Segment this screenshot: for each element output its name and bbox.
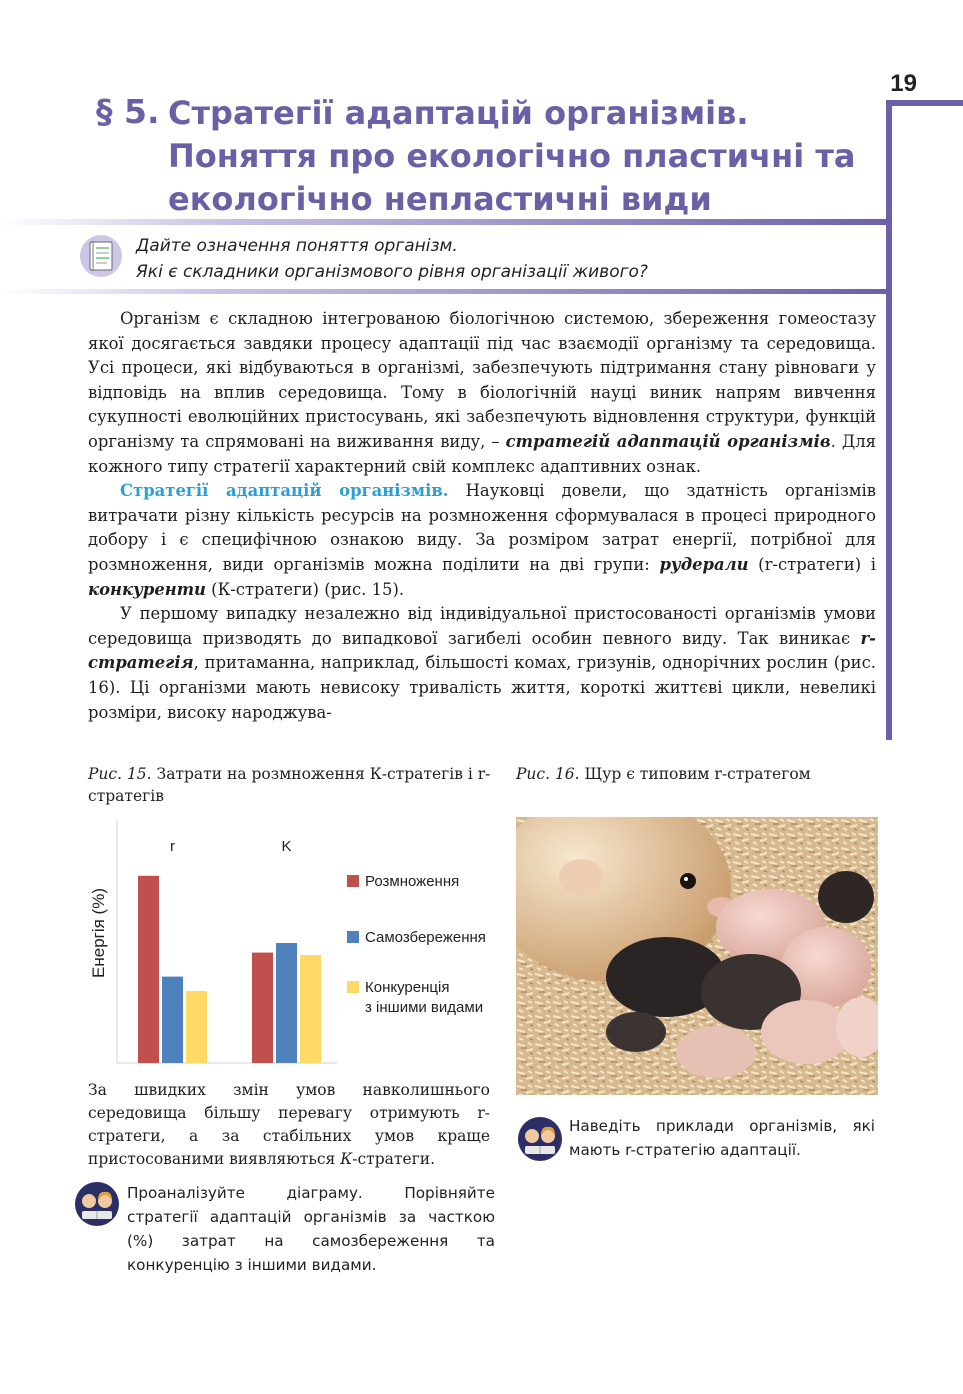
heading-divider [0,219,892,225]
y-axis-label: Енергія (%) [89,888,108,978]
notebook-icon [79,234,123,278]
task-analyze-chart: Проаналізуйте діаграму. Порівняйте стратегії адаптацій організмів за часткою (%) затрат на самозбереження та конкуренцію з іншими видами. [127,1184,495,1274]
bar-r-2 [162,977,183,1063]
subheading-strategies: Стратегії адаптацій організмів. [120,481,449,501]
bar-K-3 [300,955,321,1063]
corner-decoration [886,100,963,106]
bar-r-3 [186,991,207,1063]
question-1: Дайте означення поняття організм. [136,236,458,256]
category-label-r: r [170,838,175,855]
figure-16-caption: Рис. 16. Щур є типовим r-стратегом [516,765,811,783]
page-number: 19 [890,70,917,97]
legend-swatch-3 [347,981,359,993]
paragraph-2: Стратегії адаптацій організмів. Науковці довели, що здатність організмів витрачати різну кількість ресурсів на розмноження сформувалася в процесі природного добору і є специфічною ознакою виду. За розміром затрат енергії, потрібної для розмноження, види організмів можна поділити на дві групи: рудерали (r-стратеги) і конкуренти (К-стратеги) (рис. 15). [88,481,876,599]
pup [818,871,874,923]
section-number: § 5. [96,92,160,131]
paragraph-1: Організм є складною інтегрованою біологічною системою, збереження гомеостазу якої досягається завдяки процесу адаптації під час взаємодії організму та середовища. Усі процеси, які відбуваються в організмі, забезпечують підтримання стану рівноваги у відповідь на вплив середовища. Тому в біологічній науці виник напрям вивчення сукупності еволюційних пристосувань, які забезпечують відновлення структури, функцій організму та спрямовані на виживання виду, – стратегій адаптацій організмів. Для кожного типу стратегії характерний свій комплекс адаптивних ознак. [88,309,876,476]
paragraph-3: У першому випадку незалежно від індивідуальної пристосованості організмів умови середовища призводять до випадкової загибелі особин певного виду. Так виникає r-стратегія, притаманна, наприклад, більшості комах, гризунів, однорічних рослин (рис. 16). Ці організми мають невисоку тривалість життя, короткі життєві цикли, невеликі розміри, високу народжува- [88,604,876,722]
pup [606,1012,666,1052]
energy-bar-chart [82,815,502,1070]
figure-15-caption: Рис. 15. Затрати на розмноження К-стратегів і r-стратегів [88,765,491,805]
review-questions [136,233,876,285]
bar-r-1 [138,876,159,1063]
section-title: Стратегії адаптацій організмів. Поняття про екологічно пластичні та екологічно непластичні види [168,94,856,218]
legend-swatch-2 [347,931,359,943]
category-labels [170,838,292,855]
legend-swatch-1 [347,875,359,887]
term-r-strategy: r-стратегія [88,628,876,673]
figure-note: За швидких змін умов навколишнього середовища більшу перевагу отримують r-стратеги, а за стабільних умов краще пристосованими виявляються К-стратеги. [88,1081,490,1168]
main-text [88,307,876,725]
bar-K-1 [252,953,273,1063]
task-give-examples: Наведіть приклади організмів, які мають r-стратегію адаптації. [569,1117,875,1159]
term-ruderals: рудерали [659,554,749,574]
hamster-eye [680,873,696,889]
category-label-K: K [281,838,292,855]
students-icon [517,1116,563,1162]
legend-label-3: Конкуренція з іншими видами [365,979,484,1016]
bar-group [138,876,321,1063]
term-competitors: конкуренти [88,579,206,599]
term-adaptation-strategies: стратегій адаптацій організмів [505,431,831,451]
question-2: Які є складники організмового рівня організації живого? [136,262,648,282]
hamster-photo [516,817,878,1095]
students-icon [74,1181,120,1227]
chart-legend [347,873,486,1016]
legend-label-2: Самозбереження [365,929,486,946]
corner-decoration-vertical [886,100,892,740]
legend-label-1: Розмноження [365,873,460,890]
bar-K-2 [276,943,297,1063]
pup [676,1026,756,1078]
questions-divider [0,289,892,294]
